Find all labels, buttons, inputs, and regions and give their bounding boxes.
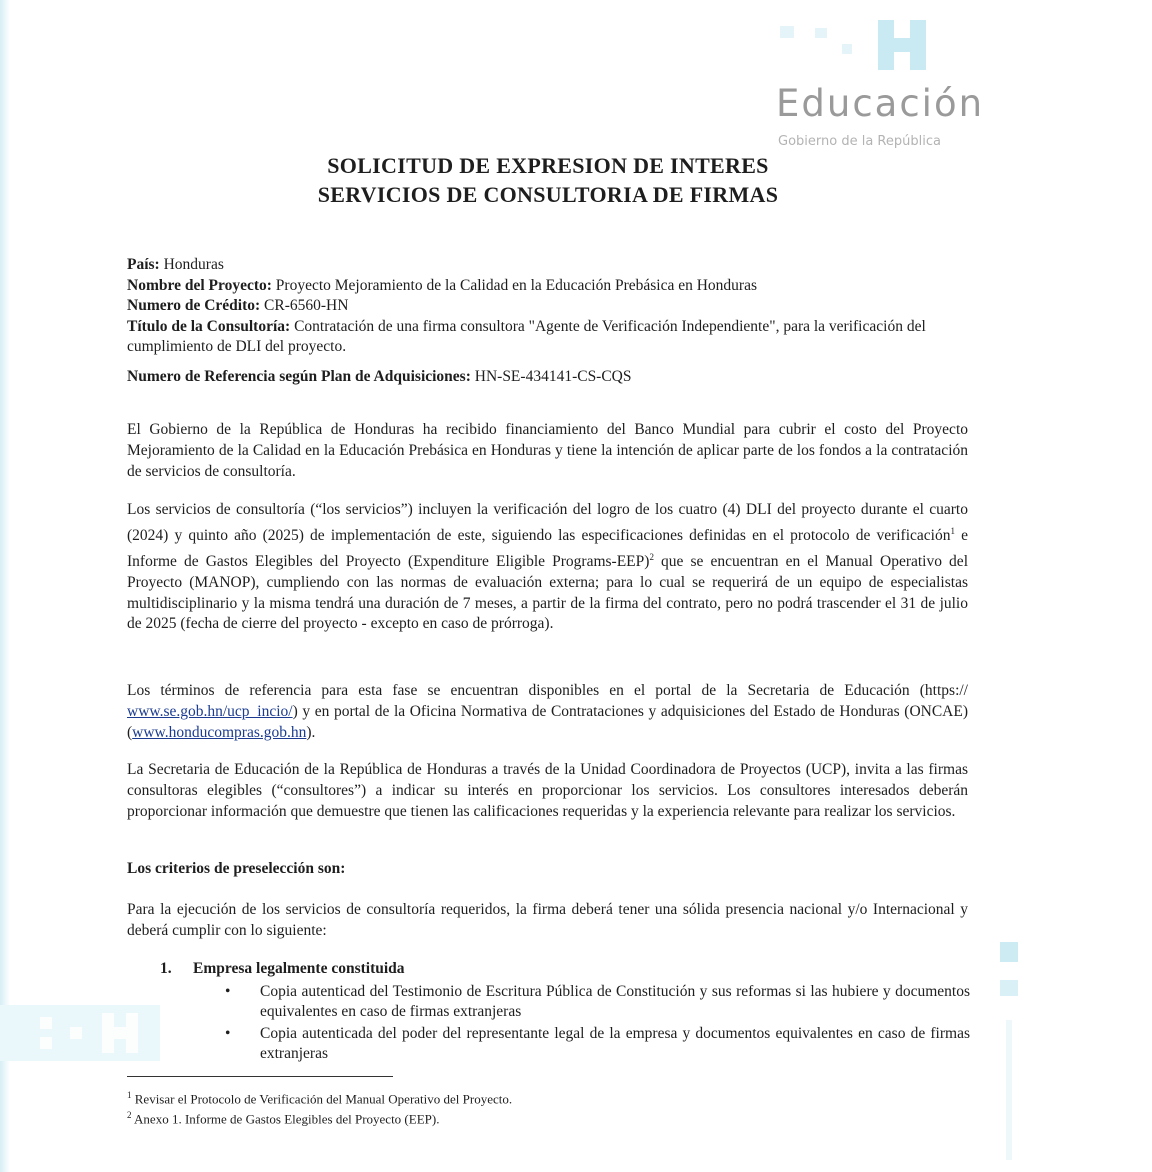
footnote-ref-2: 2 xyxy=(649,551,654,562)
referencia-label: Numero de Referencia según Plan de Adquisiciones: xyxy=(127,368,471,385)
project-info xyxy=(127,255,972,358)
info-consultoria xyxy=(127,317,972,358)
bullet-icon: • xyxy=(225,983,231,1000)
info-credito xyxy=(127,296,972,317)
footnotes xyxy=(127,1087,512,1128)
credito-label: Numero de Crédito: xyxy=(127,297,261,314)
document-title-line2: SERVICIOS DE CONSULTORIA DE FIRMAS xyxy=(317,182,779,207)
services-text-c: que se encuentran en el Manual Operativo del Proyecto (MANOP), cumpliendo con las normas de evaluación externa; para lo cual se requerirá de un equipo de especialistas multidisciplinario y la misma tendrá una duración de 7 meses, a partir de la firma del contrato, pero no podrá trascender el 31 de julio de 2025 (fecha de cierre del proyecto - excepto en caso de prórroga). xyxy=(127,552,968,633)
list-heading xyxy=(160,960,405,978)
list-heading-text: Empresa legalmente constituida xyxy=(193,960,405,977)
honducompras-link[interactable]: www.honducompras.gob.hn xyxy=(132,723,307,741)
footnote-text: Revisar el Protocolo de Verificación del Manual Operativo del Proyecto. xyxy=(131,1091,513,1107)
scan-edge xyxy=(0,0,10,1172)
reference-number xyxy=(127,368,632,386)
paragraph-invitation: La Secretaria de Educación de la República de Honduras a través de la Unidad Coordinadora de Proyectos (UCP), invita a las firmas consultoras elegibles (“consultores”) a indicar su interés en proporcionar los servicios. Los consultores interesados deberán proporcionar información que demuestre que tienen las calificaciones requeridas y la experiencia relevante para realizar los servicios. xyxy=(127,761,968,820)
honduras-h-watermark-icon xyxy=(0,1005,160,1061)
logo-subtitle: Gobierno de la República xyxy=(778,134,941,149)
list-number: 1. xyxy=(160,960,172,977)
footnote-ref-1: 1 xyxy=(950,525,955,536)
referencia-value: HN-SE-434141-CS-CQS xyxy=(470,368,632,385)
logo-wordmark: Educación xyxy=(776,82,985,125)
education-logo xyxy=(770,14,1030,149)
info-pais xyxy=(127,255,972,276)
list-item xyxy=(225,982,970,1022)
pais-label: País: xyxy=(127,256,160,273)
footnote-mark: 1 xyxy=(127,1090,132,1100)
info-proyecto xyxy=(127,276,972,297)
footnote-text: Anexo 1. Informe de Gastos Elegibles del Proyecto (EEP). xyxy=(131,1111,440,1127)
document-title-line1: SOLICITUD DE EXPRESION DE INTERES xyxy=(327,153,769,178)
footnote-divider xyxy=(127,1076,393,1077)
criteria-heading: Los criterios de preselección son: xyxy=(127,860,346,877)
honduras-h-logo-icon xyxy=(770,14,1030,74)
proyecto-value: Proyecto Mejoramiento de la Calidad en la Educación Prebásica en Honduras xyxy=(271,276,757,294)
proyecto-label: Nombre del Proyecto: xyxy=(127,276,272,294)
paragraph-financing: El Gobierno de la República de Honduras ha recibido financiamiento del Banco Mundial para cubrir el costo del Proyecto Mejoramiento de la Calidad en la Educación Prebásica en Honduras y tiene la intención de aplicar parte de los fondos a la contratación de servicios de consultoría. xyxy=(127,421,968,480)
terms-text-c: ). xyxy=(306,723,316,741)
services-text-b: e Informe de Gastos Elegibles del Proyecto (Expenditure Eligible Programs-EEP) xyxy=(127,526,968,570)
terms-text-a: Los términos de referencia para esta fase se encuentran disponibles en el portal de la Secretaria de Educación (https:// xyxy=(127,682,968,699)
bullet-icon: • xyxy=(225,1025,231,1042)
pais-value: Honduras xyxy=(159,256,224,273)
consultoria-value: Contratación de una firma consultora "Agente de Verificación Independiente", para la verificación del cumplimiento de DLI del proyecto. xyxy=(127,317,926,355)
footnote-1 xyxy=(127,1087,512,1107)
paragraph-services xyxy=(127,500,968,635)
side-watermark-icon xyxy=(990,940,1030,1170)
list-item-text: Copia autenticada del poder del representante legal de la empresa y documentos equivalentes en caso de firmas extranjeras xyxy=(260,1025,970,1062)
paragraph-requirements: Para la ejecución de los servicios de consultoría requeridos, la firma deberá tener una sólida presencia nacional y/o Internacional y deberá cumplir con lo siguiente: xyxy=(127,901,968,939)
consultoria-label: Título de la Consultoría: xyxy=(127,317,291,335)
list-item-text: Copia autenticad del Testimonio de Escritura Pública de Constitución y sus reformas si las hubiere y documentos equivalentes en caso de firmas extranjeras xyxy=(260,983,970,1020)
credito-value: CR-6560-HN xyxy=(260,297,349,314)
paragraph-terms xyxy=(127,681,968,743)
se-portal-link[interactable]: www.se.gob.hn/ucp_incio/ xyxy=(127,702,293,720)
terms-text-b: ) y en portal de la Oficina Normativa de Contrataciones y adquisiciones del Estado de Honduras (ONCAE) ( xyxy=(127,702,968,741)
footnote-mark: 2 xyxy=(127,1110,132,1121)
footnote-2 xyxy=(127,1107,512,1127)
services-text-a: Los servicios de consultoría (“los servicios”) incluyen la verificación del logro de los cuatro (4) DLI del proyecto durante el cuarto (2024) y quinto año (2025) de implementación de este, siguiendo las especificaciones definidas en el protocolo de verificación xyxy=(127,501,968,544)
list-item xyxy=(225,1024,970,1064)
requirements-list xyxy=(225,982,970,1066)
